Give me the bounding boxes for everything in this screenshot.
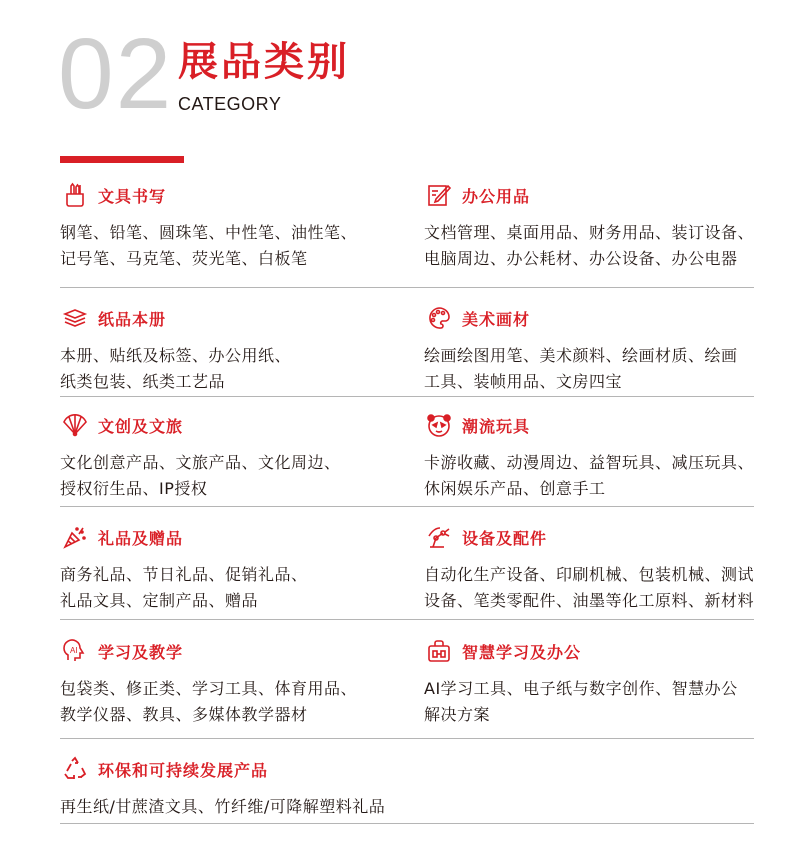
divider <box>60 287 754 288</box>
category-line: 卡游收藏、动漫周边、益智玩具、减压玩具、 <box>424 453 755 472</box>
category-title: 礼品及赠品 <box>98 528 184 548</box>
divider <box>60 823 754 824</box>
category-line: 记号笔、马克笔、荧光笔、白板笔 <box>60 249 308 268</box>
category-line: 解决方案 <box>424 705 491 724</box>
robot-arm-icon <box>424 522 454 552</box>
category-art <box>424 303 738 395</box>
divider <box>60 506 754 507</box>
panda-icon <box>424 410 454 440</box>
category-title: 设备及配件 <box>462 528 548 548</box>
recycle-icon <box>60 754 90 784</box>
divider <box>60 619 754 620</box>
category-line: 文化创意产品、文旅产品、文化周边、 <box>60 453 341 472</box>
category-line: 礼品文具、定制产品、赠品 <box>60 591 259 610</box>
divider <box>60 738 754 739</box>
category-title: 办公用品 <box>462 186 531 206</box>
palette-icon <box>424 303 454 333</box>
ai-head-icon <box>60 636 90 666</box>
category-title: 文具书写 <box>98 186 167 206</box>
category-line: 工具、装帧用品、文房四宝 <box>424 372 623 391</box>
section-number: 02 <box>58 18 174 130</box>
smart-bag-icon <box>424 636 454 666</box>
category-title: 环保和可持续发展产品 <box>98 760 269 780</box>
category-title: 纸品本册 <box>98 309 167 329</box>
category-stationery <box>60 180 357 272</box>
party-popper-icon <box>60 522 90 552</box>
category-line: 本册、贴纸及标签、办公用纸、 <box>60 346 292 365</box>
edit-note-icon <box>424 180 454 210</box>
category-title: 学习及教学 <box>98 642 184 662</box>
category-line: 教学仪器、教具、多媒体教学器材 <box>60 705 308 724</box>
category-title: 文创及文旅 <box>98 416 184 436</box>
category-line: 自动化生产设备、印刷机械、包装机械、测试 <box>424 565 755 584</box>
category-line: 授权衍生品、IP授权 <box>60 479 208 498</box>
category-line: 钢笔、铅笔、圆珠笔、中性笔、油性笔、 <box>60 223 358 242</box>
category-learning <box>60 636 357 728</box>
svg-text:AI: AI <box>70 646 78 655</box>
category-line: 电脑周边、办公耗材、办公设备、办公电器 <box>424 249 738 268</box>
category-line: 包袋类、修正类、学习工具、体育用品、 <box>60 679 358 698</box>
category-equipment <box>424 522 754 614</box>
category-line: 纸类包装、纸类工艺品 <box>60 372 226 391</box>
category-toys <box>424 410 754 502</box>
category-eco <box>60 754 385 820</box>
paper-stack-icon <box>60 303 90 333</box>
pencil-cup-icon <box>60 180 90 210</box>
category-smart <box>424 636 738 728</box>
category-line: 休闲娱乐产品、创意手工 <box>424 479 606 498</box>
category-line: 绘画绘图用笔、美术颜料、绘画材质、绘画 <box>424 346 738 365</box>
section-subtitle: CATEGORY <box>178 94 282 114</box>
category-line: 设备、笔类零配件、油墨等化工原料、新材料 <box>424 591 755 610</box>
section-title: 展品类别 <box>178 39 350 85</box>
accent-bar <box>60 156 184 163</box>
category-title: 潮流玩具 <box>462 416 531 436</box>
category-office <box>424 180 754 272</box>
category-line: AI学习工具、电子纸与数字创作、智慧办公 <box>424 679 738 698</box>
category-title: 美术画材 <box>462 309 531 329</box>
category-paper <box>60 303 291 395</box>
category-gifts <box>60 522 308 614</box>
category-cultural <box>60 410 341 502</box>
category-title: 智慧学习及办公 <box>462 642 582 662</box>
divider <box>60 396 754 397</box>
category-line: 再生纸/甘蔗渣文具、竹纤维/可降解塑料礼品 <box>60 797 386 816</box>
category-line: 商务礼品、节日礼品、促销礼品、 <box>60 565 308 584</box>
fan-icon <box>60 410 90 440</box>
category-line: 文档管理、桌面用品、财务用品、装订设备、 <box>424 223 755 242</box>
